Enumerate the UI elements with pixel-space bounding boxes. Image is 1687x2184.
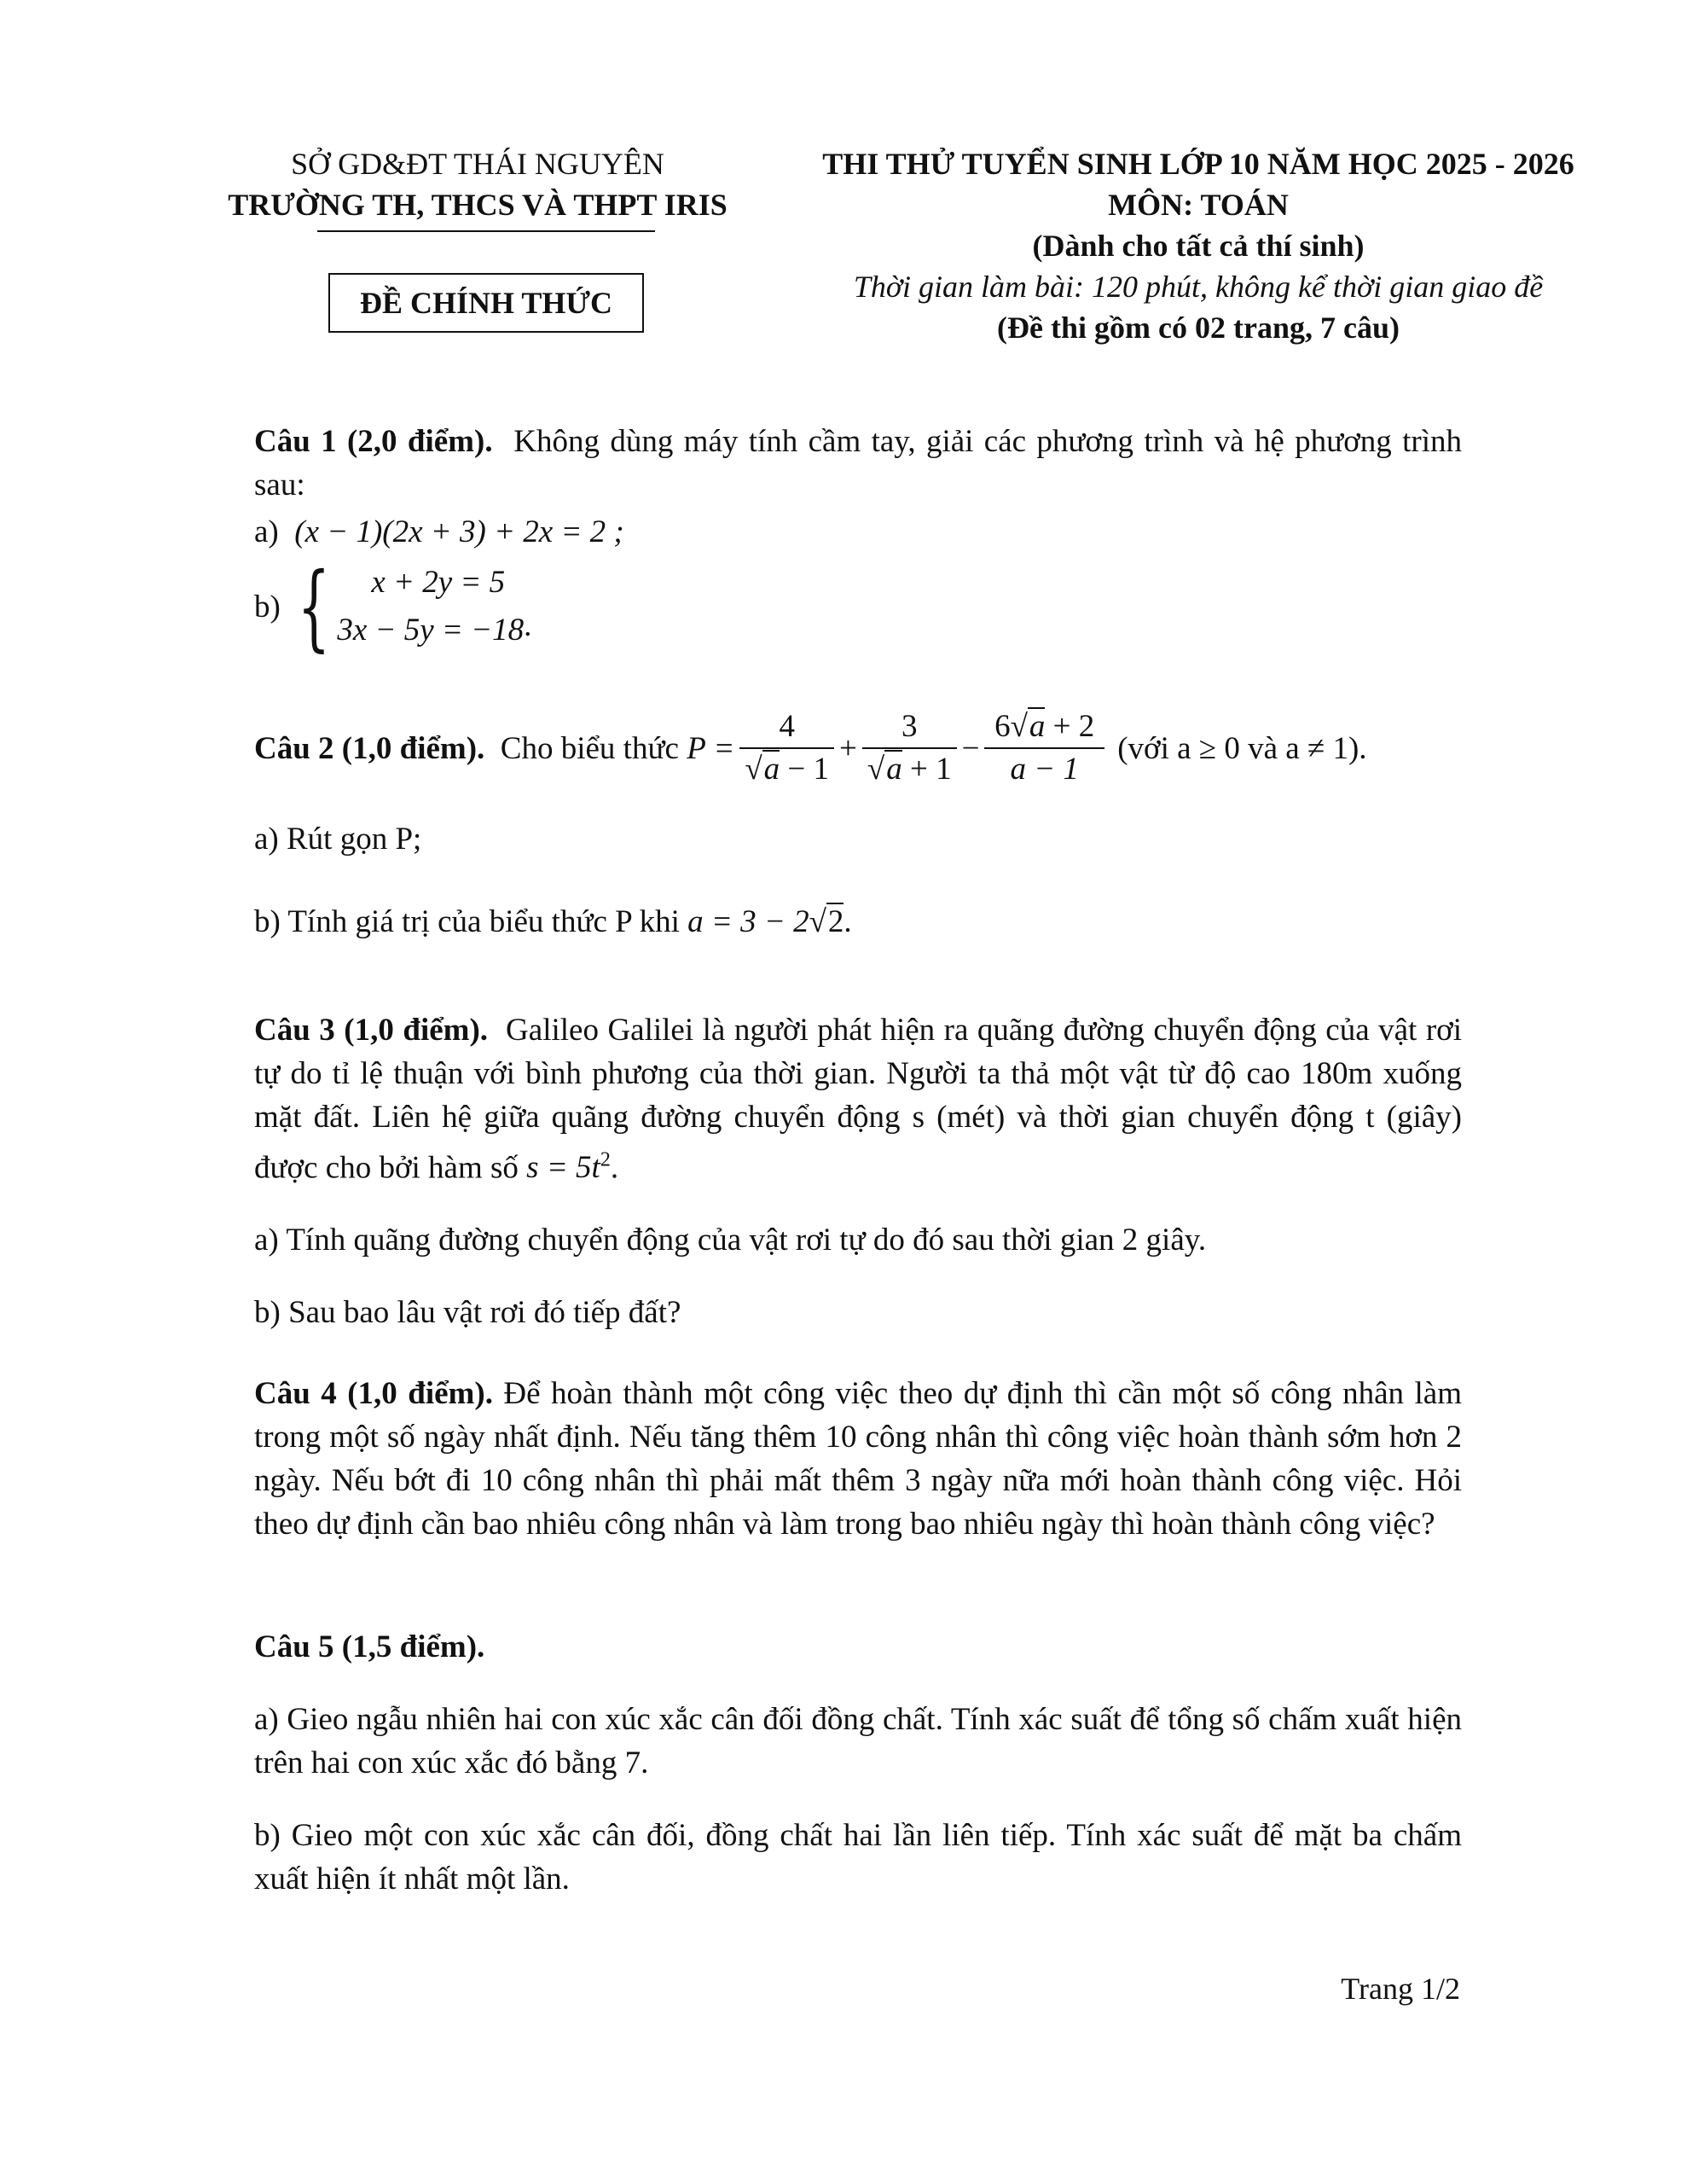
question-3 bbox=[254, 1008, 1462, 1334]
plus-sign: + bbox=[839, 730, 857, 766]
exam-time: Thời gian làm bài: 120 phút, không kể thời gian giao đề bbox=[853, 270, 1544, 304]
q3-label: Câu 3 (1,0 điểm). bbox=[254, 1013, 489, 1048]
expr-pre: a = 3 − 2 bbox=[687, 904, 809, 939]
subject: MÔN: TOÁN bbox=[1108, 188, 1289, 222]
den-rest: − 1 bbox=[780, 752, 830, 787]
q3-text: Galileo Galilei là người phát hiện ra quãng đường chuyển động của vật rơi tự do tỉ lệ thuận với bình phương của thời gian. Người ta thả một vật từ độ cao 180m xuống mặt đất. Liên hệ giữa quãng đường chuyển động s (mét) và thời gian chuyển động t (giây) được cho bởi hàm số bbox=[254, 1013, 1462, 1186]
q2-b-end: . bbox=[844, 904, 852, 939]
q3-b: b) Sau bao lâu vật rơi đó tiếp đất? bbox=[254, 1295, 681, 1331]
department-name: SỞ GD&ĐT THÁI NGUYÊN bbox=[291, 147, 664, 181]
sqrt-radicand: a bbox=[763, 752, 780, 787]
q1-a-equation: (x − 1)(2x + 3) + 2x = 2 ; bbox=[294, 514, 624, 549]
school-name: TRƯỜNG TH, THCS VÀ THPT IRIS bbox=[228, 188, 728, 222]
q1-label: Câu 1 (2,0 điểm). bbox=[254, 424, 493, 459]
q1-a-label: a) bbox=[254, 514, 279, 549]
q1-b-system bbox=[337, 559, 524, 654]
q1-text: Không dùng máy tính cầm tay, giải các phương trình và hệ phương trình sau: bbox=[254, 424, 1462, 502]
q2-condition: (với a ≥ 0 và a ≠ 1). bbox=[1117, 730, 1367, 766]
q1-b-end: . bbox=[524, 608, 532, 643]
fraction-2-numerator: 3 bbox=[901, 709, 918, 744]
question-4 bbox=[254, 1372, 1462, 1546]
q2-b-text: b) Tính giá trị của biểu thức P khi bbox=[254, 904, 680, 939]
p-equals: P = bbox=[687, 730, 735, 766]
official-exam-box: ĐỀ CHÍNH THỨC bbox=[328, 273, 644, 333]
q2-b-expr: a = 3 − 2√2 bbox=[687, 904, 844, 939]
q3-a: a) Tính quãng đường chuyển động của vật rơi tự do đó sau thời gian 2 giây. bbox=[254, 1223, 1207, 1258]
q4-text: Để hoàn thành một công việc theo dự định thì cần một số công nhân làm trong một số ngày nhất định. Nếu tăng thêm 10 công nhân thì công việc hoàn thành sớm hơn 2 ngày. Nếu bớt đi 10 công nhân thì phải mất thêm 3 ngày nữa mới hoàn thành công việc. Hỏi theo dự định cần bao nhiêu công nhân và làm trong bao nhiêu ngày thì hoàn thành công việc? bbox=[254, 1376, 1463, 1542]
q5-a: a) Gieo ngẫu nhiên hai con xúc xắc cân đối đồng chất. Tính xác suất để tổng số chấm xuất hiện trên hai con xúc xắc đó bằng 7. bbox=[254, 1702, 1462, 1780]
fraction-1 bbox=[739, 708, 834, 788]
exam-title: THI THỬ TUYỂN SINH LỚP 10 NĂM HỌC 2025 - 2026 bbox=[822, 147, 1574, 181]
header-divider bbox=[317, 230, 655, 232]
formula-base: s = 5t bbox=[526, 1150, 600, 1186]
sqrt-radicand: a bbox=[886, 752, 902, 787]
q2-label: Câu 2 (1,0 điểm). bbox=[254, 730, 485, 766]
fraction-2-denominator: √a + 1 bbox=[862, 747, 957, 788]
q5-label: Câu 5 (1,5 điểm). bbox=[254, 1629, 485, 1664]
header-left bbox=[171, 143, 785, 225]
question-5 bbox=[254, 1625, 1462, 1901]
minus-sign: − bbox=[961, 730, 980, 766]
system-eq-2: 3x − 5y = −18 bbox=[337, 613, 525, 648]
formula-exponent: 2 bbox=[600, 1149, 611, 1171]
den-rest: + 1 bbox=[901, 752, 952, 787]
q4-label: Câu 4 (1,0 điểm). bbox=[254, 1376, 493, 1411]
sqrt-radicand: a bbox=[1029, 709, 1046, 744]
pages-info: (Đề thi gồm có 02 trang, 7 câu) bbox=[997, 311, 1400, 345]
system-eq-1: x + 2y = 5 bbox=[371, 565, 506, 600]
question-1 bbox=[254, 420, 1462, 661]
fraction-1-denominator: √a − 1 bbox=[739, 747, 834, 788]
sqrt-radicand: 2 bbox=[827, 904, 844, 939]
page-number: Trang 1/2 bbox=[1341, 1972, 1460, 2006]
audience: (Dành cho tất cả thí sinh) bbox=[1032, 229, 1365, 263]
fraction-3-denominator: a − 1 bbox=[984, 747, 1104, 788]
fraction-3-numerator: 6√a + 2 bbox=[994, 709, 1095, 744]
q3-formula bbox=[526, 1150, 611, 1185]
q2-a: a) Rút gọn P; bbox=[254, 822, 422, 857]
q2-text: Cho biểu thức bbox=[500, 730, 679, 766]
q1-b-label: b) bbox=[254, 589, 281, 624]
num-rest: + 2 bbox=[1045, 709, 1095, 744]
question-2 bbox=[254, 708, 1462, 944]
formula-end: . bbox=[610, 1150, 619, 1186]
fraction-3 bbox=[984, 708, 1104, 788]
q5-b: b) Gieo một con xúc xắc cân đối, đồng chất hai lần liên tiếp. Tính xác suất để mặt ba chấm xuất hiện ít nhất một lần. bbox=[254, 1818, 1462, 1896]
header-right bbox=[768, 143, 1629, 348]
fraction-1-numerator: 4 bbox=[779, 709, 795, 744]
num-coef: 6 bbox=[994, 709, 1011, 744]
fraction-2 bbox=[862, 708, 957, 788]
system-brace: { bbox=[298, 552, 331, 661]
